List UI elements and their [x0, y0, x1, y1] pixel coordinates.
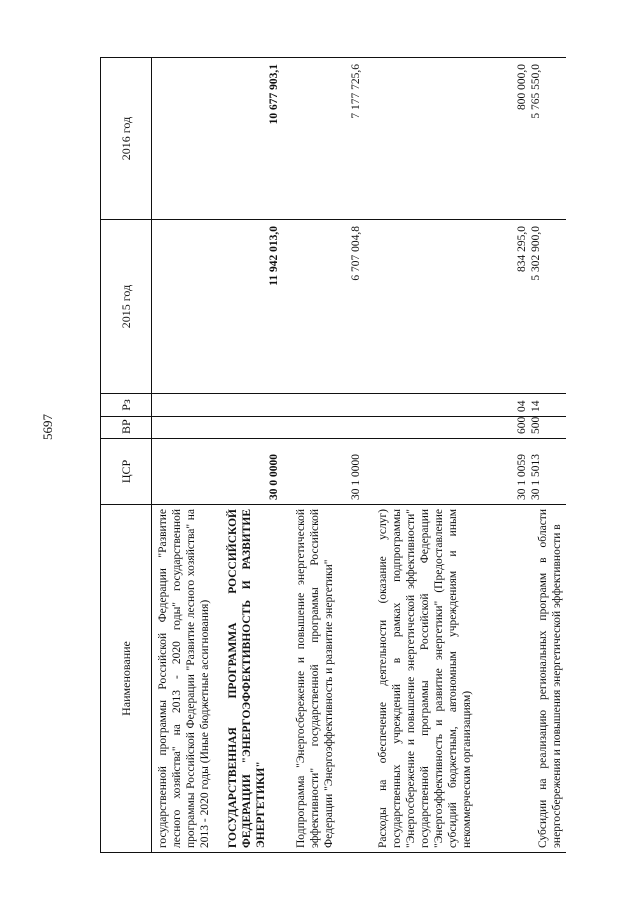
row-2015: 834 295,0 — [374, 220, 530, 394]
row-name: государственной программы Российской Федерации "Развитие лесного хозяйства" на 2013 - 2020 годы" государственной программы Российской Федерации "Развитие лесного хозяйства" на 2013 - 2020 годы (Иные бюджетные ассигнования) — [152, 505, 215, 853]
row-rz — [292, 394, 364, 417]
row-rz: 04 — [374, 394, 530, 417]
row-2016: 800 000,0 — [374, 58, 530, 220]
header-2016: 2016 год — [101, 58, 152, 220]
row-name: Субсидии на реализацию региональных программ в области энергосбережения и повышения энергетической эффективности в — [530, 505, 566, 853]
row-vr — [152, 417, 215, 439]
table-row — [530, 58, 566, 853]
row-vr: 600 — [374, 417, 530, 439]
row-name: ГОСУДАРСТВЕННАЯ ПРОГРАММА РОССИЙСКОЙ ФЕДЕРАЦИИ "ЭНЕРГОЭФФЕКТИВНОСТЬ И РАЗВИТИЕ ЭНЕРГЕТИКИ" — [224, 505, 282, 853]
row-2016: 7 177 725,6 — [292, 58, 364, 220]
row-name: Подпрограмма "Энергосбережение и повышение энергетической эффективности" государственной программы Российской Федерации "Энергоэффективность и развитие энергетики" — [292, 505, 364, 853]
table-row — [152, 58, 215, 853]
row-csr: 30 0 0000 — [224, 439, 282, 505]
row-2015: 5 302 900,0 — [530, 220, 566, 394]
rotated-page — [100, 58, 605, 853]
header-vr: ВР — [101, 417, 152, 439]
row-2016: 10 677 903,1 — [224, 58, 282, 220]
row-2016 — [152, 58, 215, 220]
row-csr: 30 1 0059 — [374, 439, 530, 505]
row-csr — [152, 439, 215, 505]
row-csr: 30 1 5013 — [530, 439, 566, 505]
table-row — [292, 58, 364, 853]
row-rz — [152, 394, 215, 417]
table-row — [374, 58, 530, 853]
row-rz: 14 — [530, 394, 566, 417]
row-2015 — [152, 220, 215, 394]
row-vr: 500 — [530, 417, 566, 439]
row-vr — [224, 417, 282, 439]
budget-table — [100, 57, 566, 853]
row-csr: 30 1 0000 — [292, 439, 364, 505]
header-csr: ЦСР — [101, 439, 152, 505]
row-rz — [224, 394, 282, 417]
header-row — [101, 58, 152, 853]
page-number: 5697 — [40, 414, 55, 440]
row-2015: 11 942 013,0 — [224, 220, 282, 394]
row-2015: 6 707 004,8 — [292, 220, 364, 394]
header-name: Наименование — [101, 505, 152, 853]
header-2015: 2015 год — [101, 220, 152, 394]
table-row — [224, 58, 282, 853]
row-2016: 5 765 550,0 — [530, 58, 566, 220]
row-vr — [292, 417, 364, 439]
row-name: Расходы на обеспечение деятельности (оказание услуг) государственных учреждений в рамках подпрограммы "Энергосбережение и повышение энергетической эффективности" государственной программы Российской Федерации "Энергоэффективность и развитие энергетики" (Предоставление субсидий бюджетным, автономным учреждениям и иным некоммерческим организациям) — [374, 505, 530, 853]
header-rz: Рз — [101, 394, 152, 417]
